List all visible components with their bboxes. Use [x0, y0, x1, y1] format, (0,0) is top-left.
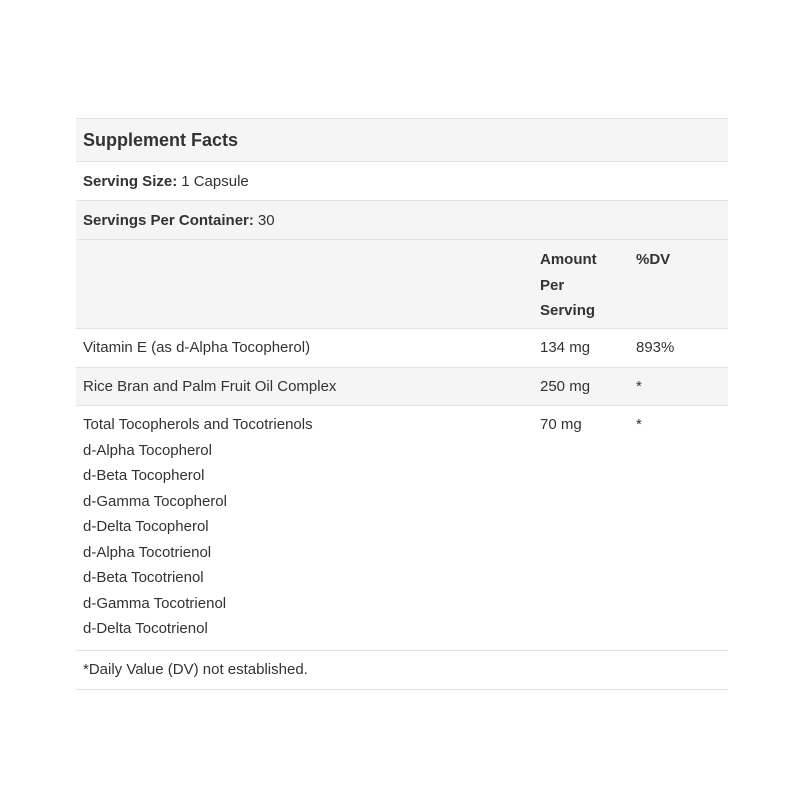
ingredient-amount: 70 mg	[540, 416, 582, 433]
serving-size-label: Serving Size:	[83, 172, 178, 190]
table-title-row	[76, 119, 728, 162]
ingredient-sub-name: d-Beta Tocopherol	[83, 467, 205, 484]
ingredient-sub-name: d-Delta Tocopherol	[83, 518, 209, 535]
ingredient-name: Total Tocopherols and Tocotrienols	[83, 416, 313, 433]
servings-per-container-row	[76, 201, 728, 240]
serving-size-row	[76, 162, 728, 201]
ingredient-name-list	[76, 412, 540, 642]
header-dv-cell: %DV	[636, 251, 671, 268]
ingredient-sub-name: d-Delta Tocotrienol	[83, 620, 208, 637]
footnote-row	[76, 651, 728, 690]
column-header-row	[76, 240, 728, 329]
supplement-facts-table	[76, 118, 728, 690]
table-title: Supplement Facts	[83, 129, 239, 150]
ingredient-dv: *	[636, 377, 642, 395]
servings-per-container-label: Servings Per Container:	[83, 211, 254, 229]
ingredient-dv: *	[636, 416, 642, 433]
header-name-cell	[76, 247, 540, 328]
ingredient-name: Vitamin E (as d-Alpha Tocopherol)	[83, 339, 311, 356]
ingredient-dv: 893%	[636, 339, 675, 356]
ingredient-amount: 134 mg	[540, 339, 591, 356]
ingredient-sub-name: d-Alpha Tocopherol	[83, 441, 212, 459]
serving-size-value: 1 Capsule	[181, 172, 249, 190]
table-row	[76, 368, 728, 407]
ingredient-name: Rice Bran and Palm Fruit Oil Complex	[83, 377, 337, 395]
table-row	[76, 406, 728, 651]
ingredient-sub-name: d-Gamma Tocotrienol	[83, 594, 227, 612]
header-amount-line: Per	[540, 276, 565, 294]
header-amount-cell	[540, 247, 636, 328]
servings-per-container-value: 30	[257, 211, 275, 229]
ingredient-sub-name: d-Alpha Tocotrienol	[83, 543, 212, 561]
header-amount-line: Amount	[540, 251, 597, 268]
ingredient-sub-name: d-Gamma Tocopherol	[83, 492, 227, 510]
ingredient-sub-name: d-Beta Tocotrienol	[83, 569, 204, 586]
footnote-text: *Daily Value (DV) not established.	[83, 661, 308, 678]
header-amount-line: Serving	[540, 302, 596, 319]
table-row	[76, 329, 728, 368]
ingredient-amount: 250 mg	[540, 377, 591, 395]
